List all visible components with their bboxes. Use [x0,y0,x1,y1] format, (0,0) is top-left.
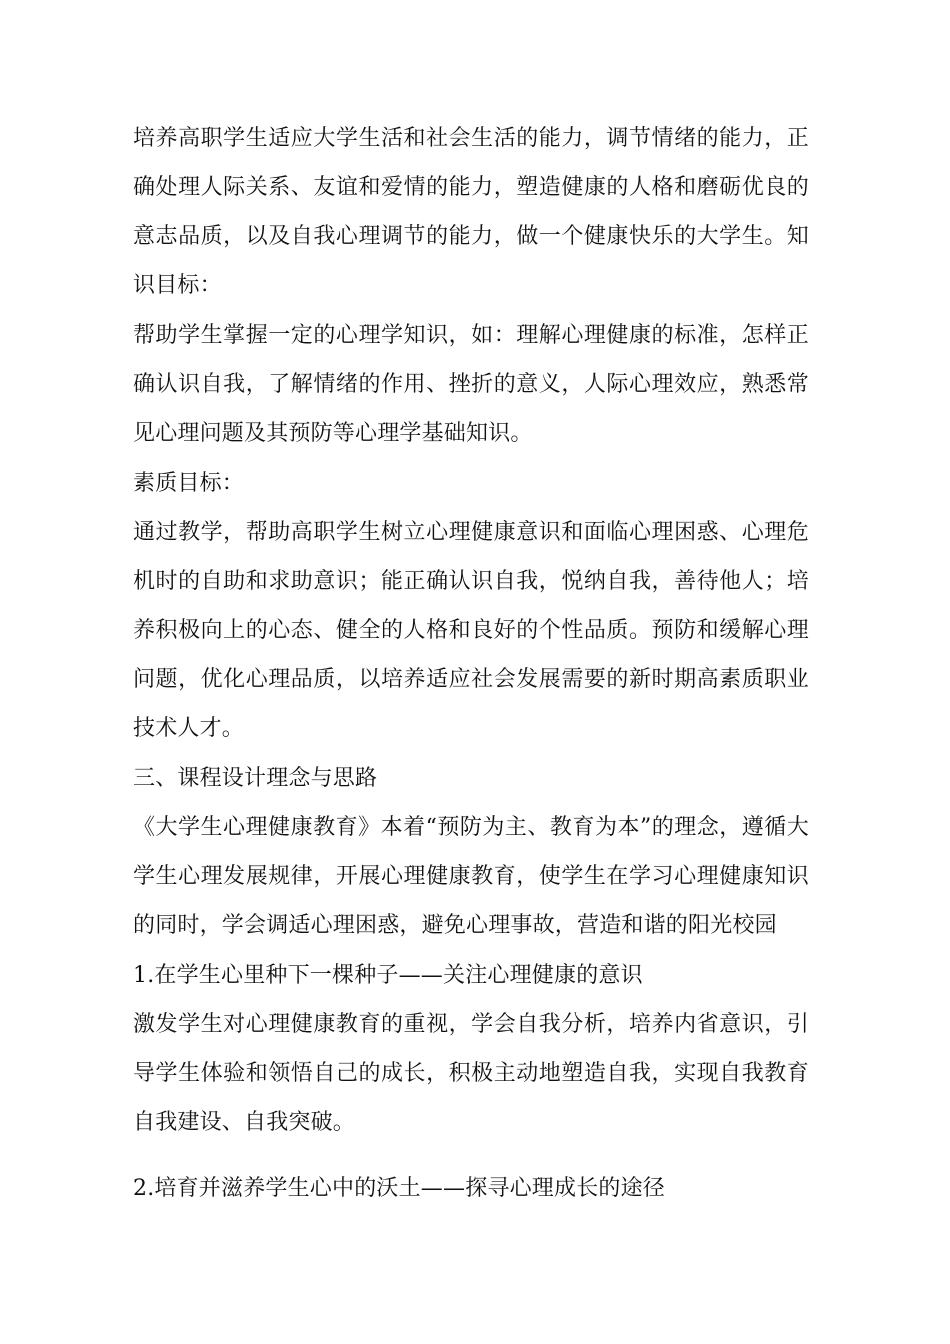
paragraph-design-concept: 《大学生心理健康教育》本着“预防为主、教育为本”的理念，遵循大学生心理发展规律，开展心理健康教育，使学生在学习心理健康知识的同时，学会调适心理困惑，避免心理事故，营造和谐的阳光校园 [133,815,809,938]
heading-quality-goals: 素质目标： [133,471,245,496]
paragraph-ability-goals: 培养高职学生适应大学生活和社会生活的能力，调节情绪的能力，正确处理人际关系、友谊和爱情的能力，塑造健康的人格和磨砺优良的意志品质，以及自我心理调节的能力，做一个健康快乐的大学生。知识目标： [133,126,809,298]
paragraph-item-one: 激发学生对心理健康教育的重视，学会自我分析，培养内省意识，引导学生体验和领悟自己的成长，积极主动地塑造自我，实现自我教育自我建设、自我突破。 [133,1012,809,1135]
heading-section-three: 三、课程设计理念与思路 [133,766,378,791]
paragraph-knowledge-goals: 帮助学生掌握一定的心理学知识，如：理解心理健康的标准，怎样正确认识自我，了解情绪的作用、挫折的意义，人际心理效应，熟悉常见心理问题及其预防等心理学基础知识。 [133,323,809,446]
paragraph-quality-goals: 通过教学，帮助高职学生树立心理健康意识和面临心理困惑、心理危机时的自助和求助意识；能正确认识自我，悦纳自我，善待他人；培养积极向上的心态、健全的人格和良好的个性品质。预防和缓解心理问题，优化心理品质，以培养适应社会发展需要的新时期高素质职业技术人才。 [133,520,809,741]
heading-item-two: 2.培育并滋养学生心中的沃土——探寻心理成长的途径 [133,1176,665,1201]
heading-item-one: 1.在学生心里种下一棵种子——关注心理健康的意识 [133,963,643,988]
